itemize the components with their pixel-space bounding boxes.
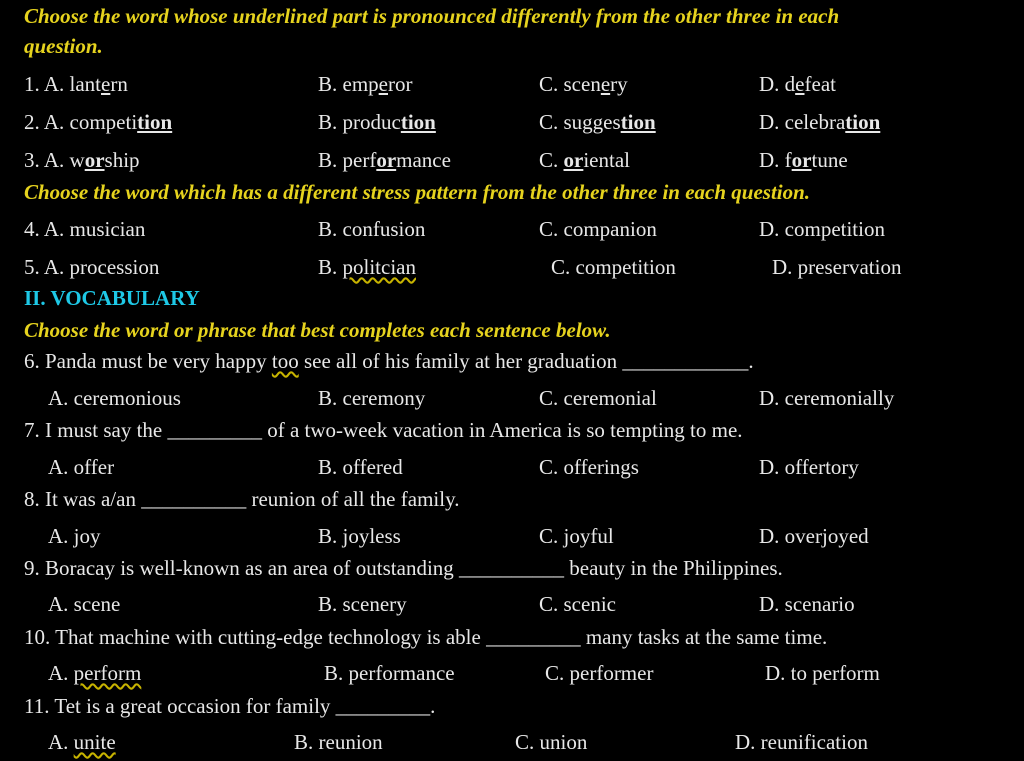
q2-option-b: B. production <box>318 110 436 134</box>
q7-option-c: C. offerings <box>539 455 639 479</box>
q11-option-c: C. union <box>515 730 588 754</box>
q3-option-a: 3. A. worship <box>24 148 140 172</box>
section-heading-vocabulary: II. VOCABULARY <box>24 286 200 310</box>
q4-option-a: 4. A. musician <box>24 217 146 241</box>
instruction-pronunciation-line1: Choose the word whose underlined part is pronounced differently from the other three in each <box>24 4 840 28</box>
spellcheck-word: unite <box>73 730 116 754</box>
q6-option-a: A. ceremonious <box>48 386 181 410</box>
q5-option-a: 5. A. procession <box>24 255 160 279</box>
q8-question: 8. It was a/an __________ reunion of all the family. <box>24 487 460 511</box>
q6-option-c: C. ceremonial <box>539 386 657 410</box>
instruction-pronunciation-line2: question. <box>24 34 103 58</box>
q3-option-d: D. fortune <box>759 148 848 172</box>
q2-option-d: D. celebration <box>759 110 881 134</box>
q9-option-b: B. scenery <box>318 592 407 616</box>
q6-option-b: B. ceremony <box>318 386 426 410</box>
q5-option-d: D. preservation <box>772 255 902 279</box>
q6-option-d: D. ceremonially <box>759 386 895 410</box>
q1-option-c: C. scenery <box>539 72 628 96</box>
q7-option-d: D. offertory <box>759 455 859 479</box>
q3-option-b: B. performance <box>318 148 451 172</box>
q4-option-c: C. companion <box>539 217 657 241</box>
q1-option-d: D. defeat <box>759 72 836 96</box>
q10-option-a: A. perform <box>48 661 142 685</box>
spellcheck-word: too <box>271 349 299 373</box>
q8-option-d: D. overjoyed <box>759 524 869 548</box>
q5-option-c: C. competition <box>551 255 676 279</box>
q10-option-b: B. performance <box>324 661 455 685</box>
q9-question: 9. Boracay is well-known as an area of outstanding __________ beauty in the Philippines. <box>24 556 783 580</box>
q1-option-a: 1. A. lantern <box>24 72 128 96</box>
q10-option-d: D. to perform <box>765 661 880 685</box>
q5-option-b: B. politcian <box>318 255 416 279</box>
q8-option-b: B. joyless <box>318 524 401 548</box>
instruction-vocabulary: Choose the word or phrase that best completes each sentence below. <box>24 318 611 342</box>
q9-option-a: A. scene <box>48 592 121 616</box>
q8-option-c: C. joyful <box>539 524 614 548</box>
q9-option-c: C. scenic <box>539 592 616 616</box>
q4-option-b: B. confusion <box>318 217 426 241</box>
q1-option-b: B. emperor <box>318 72 413 96</box>
q7-option-b: B. offered <box>318 455 403 479</box>
spellcheck-word: politcian <box>342 255 416 279</box>
q10-question: 10. That machine with cutting-edge technology is able _________ many tasks at the same time. <box>24 625 828 649</box>
instruction-stress: Choose the word which has a different stress pattern from the other three in each question. <box>24 180 811 204</box>
q4-option-d: D. competition <box>759 217 885 241</box>
q3-option-c: C. oriental <box>539 148 630 172</box>
q9-option-d: D. scenario <box>759 592 855 616</box>
q7-option-a: A. offer <box>48 455 115 479</box>
q11-question: 11. Tet is a great occasion for family _________. <box>24 694 436 718</box>
q2-option-c: C. suggestion <box>539 110 656 134</box>
spellcheck-word: perform <box>73 661 142 685</box>
q6-question: 6. Panda must be very happy too see all of his family at her graduation ____________. <box>24 349 754 373</box>
q8-option-a: A. joy <box>48 524 101 548</box>
q10-option-c: C. performer <box>545 661 654 685</box>
q11-option-b: B. reunion <box>294 730 383 754</box>
q11-option-d: D. reunification <box>735 730 868 754</box>
q11-option-a: A. unite <box>48 730 116 754</box>
q7-question: 7. I must say the _________ of a two-week vacation in America is so tempting to me. <box>24 418 743 442</box>
q2-option-a: 2. A. competition <box>24 110 173 134</box>
